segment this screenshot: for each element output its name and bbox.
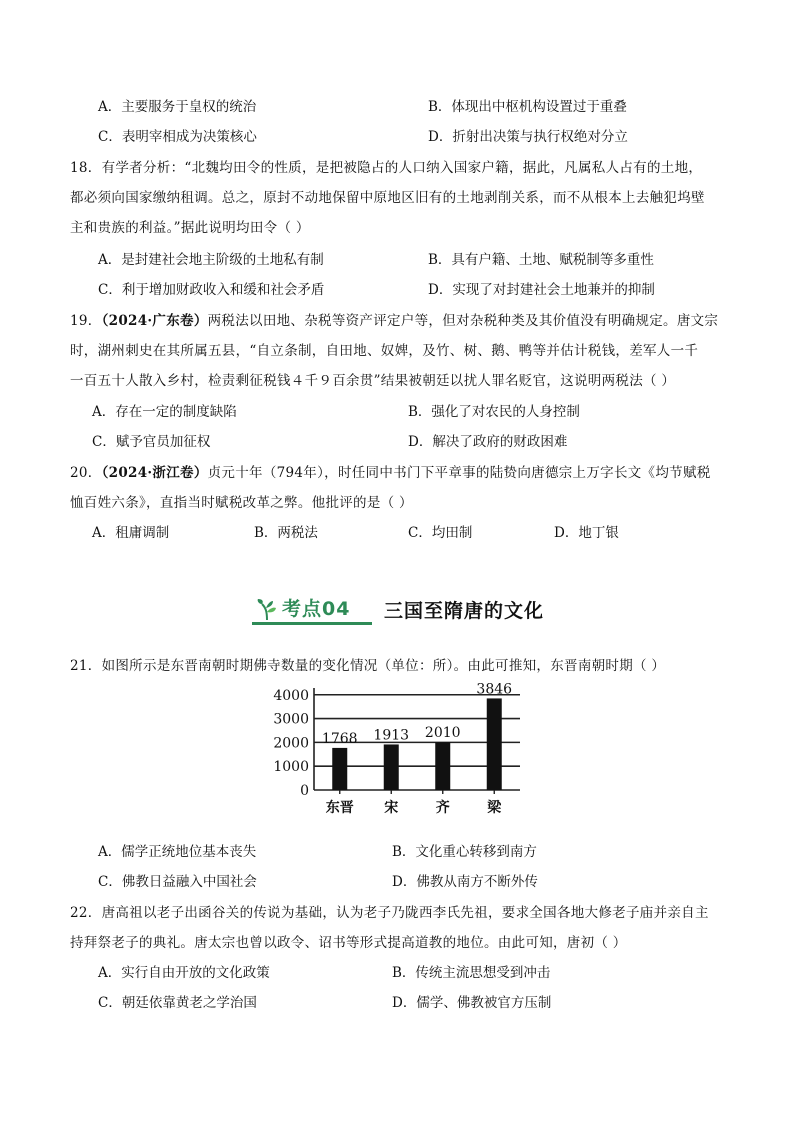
chart-bars (332, 698, 502, 790)
section-header (252, 590, 572, 626)
q22-stem-line-1: 22．唐高祖以老子出函谷关的传说为基础，认为老子乃陇西李氏先祖，要求全国各地大修老子庙并亲自主 (70, 905, 709, 921)
q17-option-c: C．表明宰相成为决策核心 (98, 129, 257, 145)
q21-option-a: A．儒学正统地位基本丧失 (98, 844, 257, 860)
q22-stem-line-2: 持拜祭老子的典礼。唐太宗也曾以政令、诏书等形式提高道教的地位。由此可知，唐初（ ） (70, 935, 627, 951)
bar (384, 744, 399, 790)
y-tick-label: 3000 (273, 711, 309, 728)
section-badge (252, 594, 372, 625)
q19-option-a: A．存在一定的制度缺陷 (92, 404, 237, 420)
q19-number: 19． (70, 313, 102, 329)
q22-option-c: C．朝廷依靠黄老之学治国 (98, 995, 257, 1011)
x-category-label: 宋 (384, 800, 399, 816)
q19-stem-line-2: 时，湖州刺史在其所属五县，“自立条制，自田地、奴婢，及竹、树、鹅、鸭等并估计税钱，差军人一千 (70, 343, 699, 359)
q20-source: （2024·浙江卷） (101, 465, 208, 481)
x-category-label: 梁 (487, 800, 502, 816)
q20-number: 20． (70, 465, 102, 481)
leaf-icon (256, 598, 278, 622)
temple-count-bar-chart (273, 681, 526, 820)
y-tick-label: 4000 (273, 687, 309, 704)
q19-stem-line-3: 一百五十人散入乡村，检责剩征税钱４千９百余贯”结果被朝廷以扰人罪名贬官，这说明两税法（ ） (70, 373, 676, 389)
q18-option-b: B．具有户籍、土地、赋税制等多重性 (428, 252, 654, 268)
q18-stem-line-1: 18．有学者分析：“北魏均田令的性质，是把被隐占的人口纳入国家户籍，据此，凡属私人占有的土地， (70, 160, 703, 176)
q21-option-d: D．佛教从南方不断外传 (392, 874, 538, 890)
q18-option-c: C．利于增加财政收入和缓和社会矛盾 (98, 282, 325, 298)
q18-stem-line-3: 主和贵族的利益。”据此说明均田令（ ） (70, 220, 310, 236)
q18-stem-line-2: 都必须向国家缴纳租调。总之，原封不动地保留中原地区旧有的土地剥削关系，而不从根本上去触犯坞壁 (70, 190, 705, 206)
q18-option-d: D．实现了对封建社会土地兼并的抑制 (428, 282, 655, 298)
q19-stem-text: 两税法以田地、杂税等资产评定户等，但对杂税种类及其价值没有明确规定。唐文宗 (207, 313, 719, 329)
bar (435, 742, 450, 790)
q20-option-a: A．租庸调制 (92, 525, 170, 541)
bar-value-label: 1913 (373, 727, 410, 744)
q19-option-c: C．赋予官员加征权 (92, 434, 211, 450)
q21-option-c: C．佛教日益融入中国社会 (98, 874, 257, 890)
q17-option-b: B．体现出中枢机构设置过于重叠 (428, 99, 627, 115)
y-tick-label: 1000 (273, 759, 309, 776)
bar-value-label: 1768 (321, 730, 358, 747)
y-tick-label: 0 (300, 783, 309, 799)
q20-option-c: C．均田制 (408, 525, 473, 541)
bar (487, 698, 502, 790)
q20-option-d: D．地丁银 (554, 525, 619, 541)
q19-source: （2024·广东卷） (101, 313, 208, 329)
bar (332, 748, 347, 790)
q19-option-d: D．解决了政府的财政困难 (408, 434, 568, 450)
q20-option-b: B．两税法 (254, 525, 318, 541)
q20-stem-line-1 (70, 464, 711, 482)
q22-option-d: D．儒学、佛教被官方压制 (392, 995, 552, 1011)
q21-option-b: B．文化重心转移到南方 (392, 844, 537, 860)
q21-stem: 21．如图所示是东晋南朝时期佛寺数量的变化情况（单位：所）。由此可推知，东晋南朝时期（ ） (70, 658, 666, 674)
q20-stem-line-2: 恤百姓六条》，直指当时赋税改革之弊。他批评的是（ ） (70, 495, 413, 511)
q22-option-a: A．实行自由开放的文化政策 (98, 965, 270, 981)
q18-option-a: A．是封建社会地主阶级的土地私有制 (98, 252, 324, 268)
x-category-label: 齐 (435, 800, 450, 816)
q17-option-a: A．主要服务于皇权的统治 (98, 99, 257, 115)
bar-value-label: 3846 (476, 681, 513, 698)
q17-option-d: D．折射出决策与执行权绝对分立 (428, 129, 628, 145)
q19-stem-line-1 (70, 312, 718, 330)
x-category-label: 东晋 (325, 800, 354, 816)
q22-option-b: B．传统主流思想受到冲击 (392, 965, 551, 981)
section-title: 三国至隋唐的文化 (384, 600, 545, 622)
q19-option-b: B．强化了对农民的人身控制 (408, 404, 580, 420)
q20-stem-text: 贞元十年（794年），时任同中书门下平章事的陆贽向唐德宗上万字长文《均节赋税 (207, 465, 711, 481)
y-tick-label: 2000 (273, 735, 309, 752)
bar-value-label: 2010 (424, 725, 461, 742)
section-badge-label: 考点04 (282, 598, 351, 620)
